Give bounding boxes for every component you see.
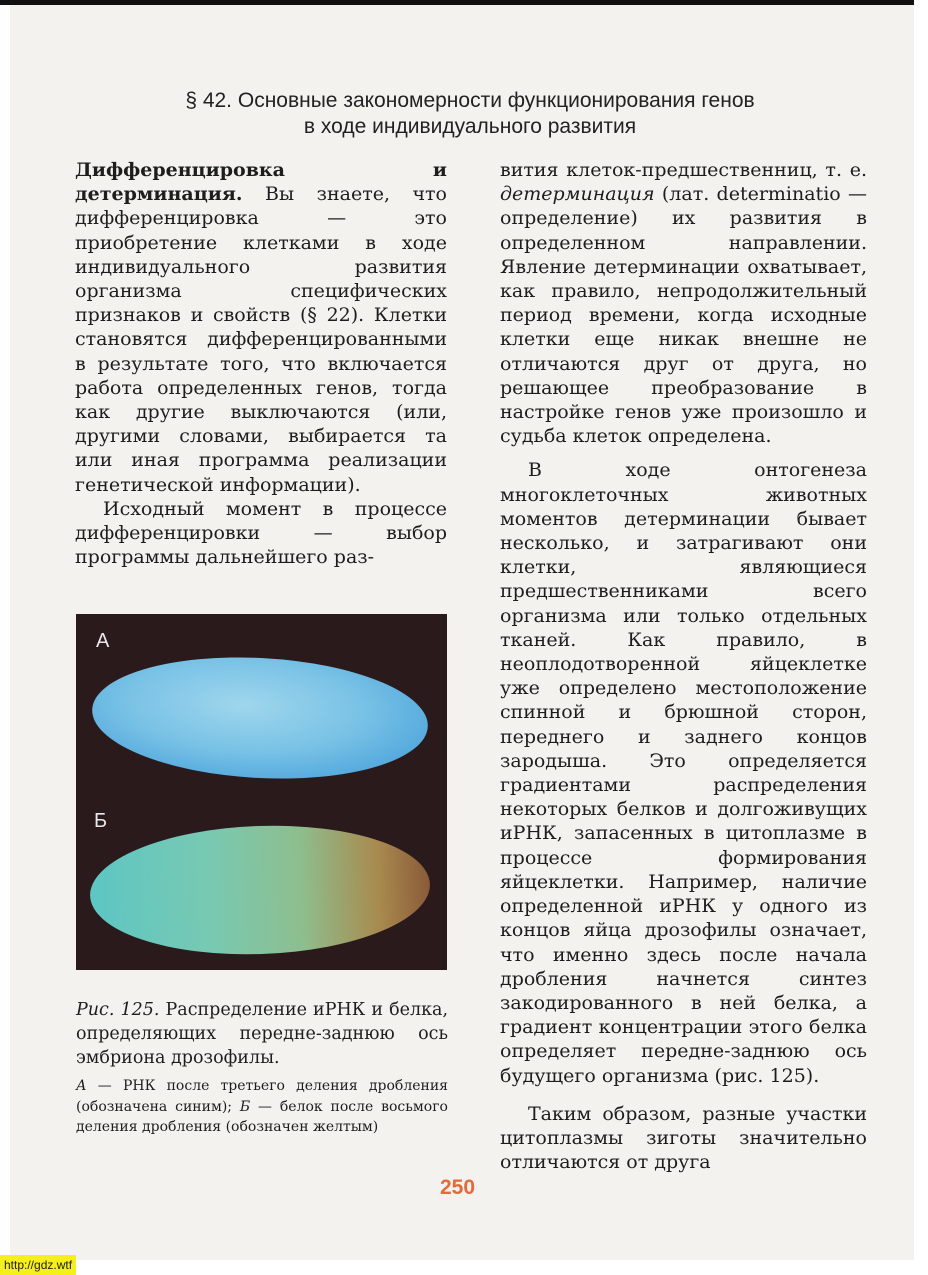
figure-caption-prefix: Рис. 125. (76, 1000, 160, 1020)
left-paragraph-1-text: Вы знаете, что дифференцировка — это приобретение клетками в ходе индивидуального развития организма специфических признаков и свойств (§ 22). Клетки становятся дифференцированными в результате того, что включается работа определенных генов, тогда как другие выключаются (или, другими словами, выбирается та или иная программа реализации генетической информации). (75, 183, 447, 496)
right-paragraph-1-end: (лат. determinatio — определение) их развития в определенном направлении. Явление детерминации охватывает, как правило, непродолжительный период времени, когда исходные клетки еще никак внешне не отличаются друг от друга, но решающее преобразование в настройке генов уже произошло и судьба клеток определена. (500, 183, 867, 448)
figure-125 (76, 614, 447, 970)
figure-note-a-text: — РНК после третьего деления дробления (обозначена синим); (76, 1078, 448, 1115)
figure-caption (76, 998, 448, 1070)
watermark-link[interactable]: http://gdz.wtf (0, 1255, 76, 1275)
term-differentiation: Дифференцировка и детерминация. (75, 159, 447, 206)
section-heading (100, 88, 840, 140)
left-paragraph-2: Исходный момент в процессе дифференцировки — выбор программы дальнейшего раз- (75, 497, 447, 569)
page-edge (914, 0, 928, 1275)
right-column (500, 158, 867, 1174)
left-column (75, 158, 447, 569)
right-paragraph-1-start: вития клеток-предшественниц, т. е. (500, 159, 867, 181)
embryo-image-b (88, 820, 432, 960)
figure-note-b-text: — белок после восьмого деления дробления (обозначен желтым) (76, 1098, 448, 1135)
left-paragraph-1 (75, 158, 447, 497)
figure-caption-text: Распределение иРНК и белка, определяющих передне-заднюю ось эмбриона дрозофилы. (76, 1000, 449, 1068)
section-heading-line1: § 42. Основные закономерности функционирования генов (185, 89, 755, 112)
page-number: 250 (440, 1176, 476, 1199)
embryo-image-a (89, 649, 431, 786)
figure-note-b-label: Б (239, 1098, 251, 1115)
right-paragraph-3: Таким образом, разные участки цитоплазмы зиготы значительно отличаются от друга (500, 1102, 867, 1174)
figure-note-a-label: А (76, 1078, 87, 1094)
figure-note (76, 1076, 448, 1138)
section-heading-line2: в ходе индивидуального развития (303, 115, 637, 138)
right-paragraph-1 (500, 158, 867, 448)
figure-label-a: А (96, 630, 110, 652)
right-paragraph-2: В ходе онтогенеза многоклеточных животных моментов детерминации бывает несколько, и затрагивают они клетки, являющиеся предшественниками всего организма или только отдельных тканей. Как правило, в неоплодотворенной яйцеклетке уже определено местоположение спинной и брюшной сторон, переднего и заднего концов зародыша. Это определяется градиентами распределения некоторых белков и долгоживущих иРНК, запасенных в цитоплазме в процессе формирования яйцеклетки. Например, наличие определенной иРНК у одного из концов яйца дрозофилы означает, что именно здесь после начала дробления начнется синтез закодированного в ней белка, а градиент концентрации этого белка определяет передне-заднюю ось будущего организма (рис. 125). (500, 459, 867, 1087)
term-determination: детерминация (500, 183, 655, 206)
figure-label-b: Б (94, 810, 108, 832)
